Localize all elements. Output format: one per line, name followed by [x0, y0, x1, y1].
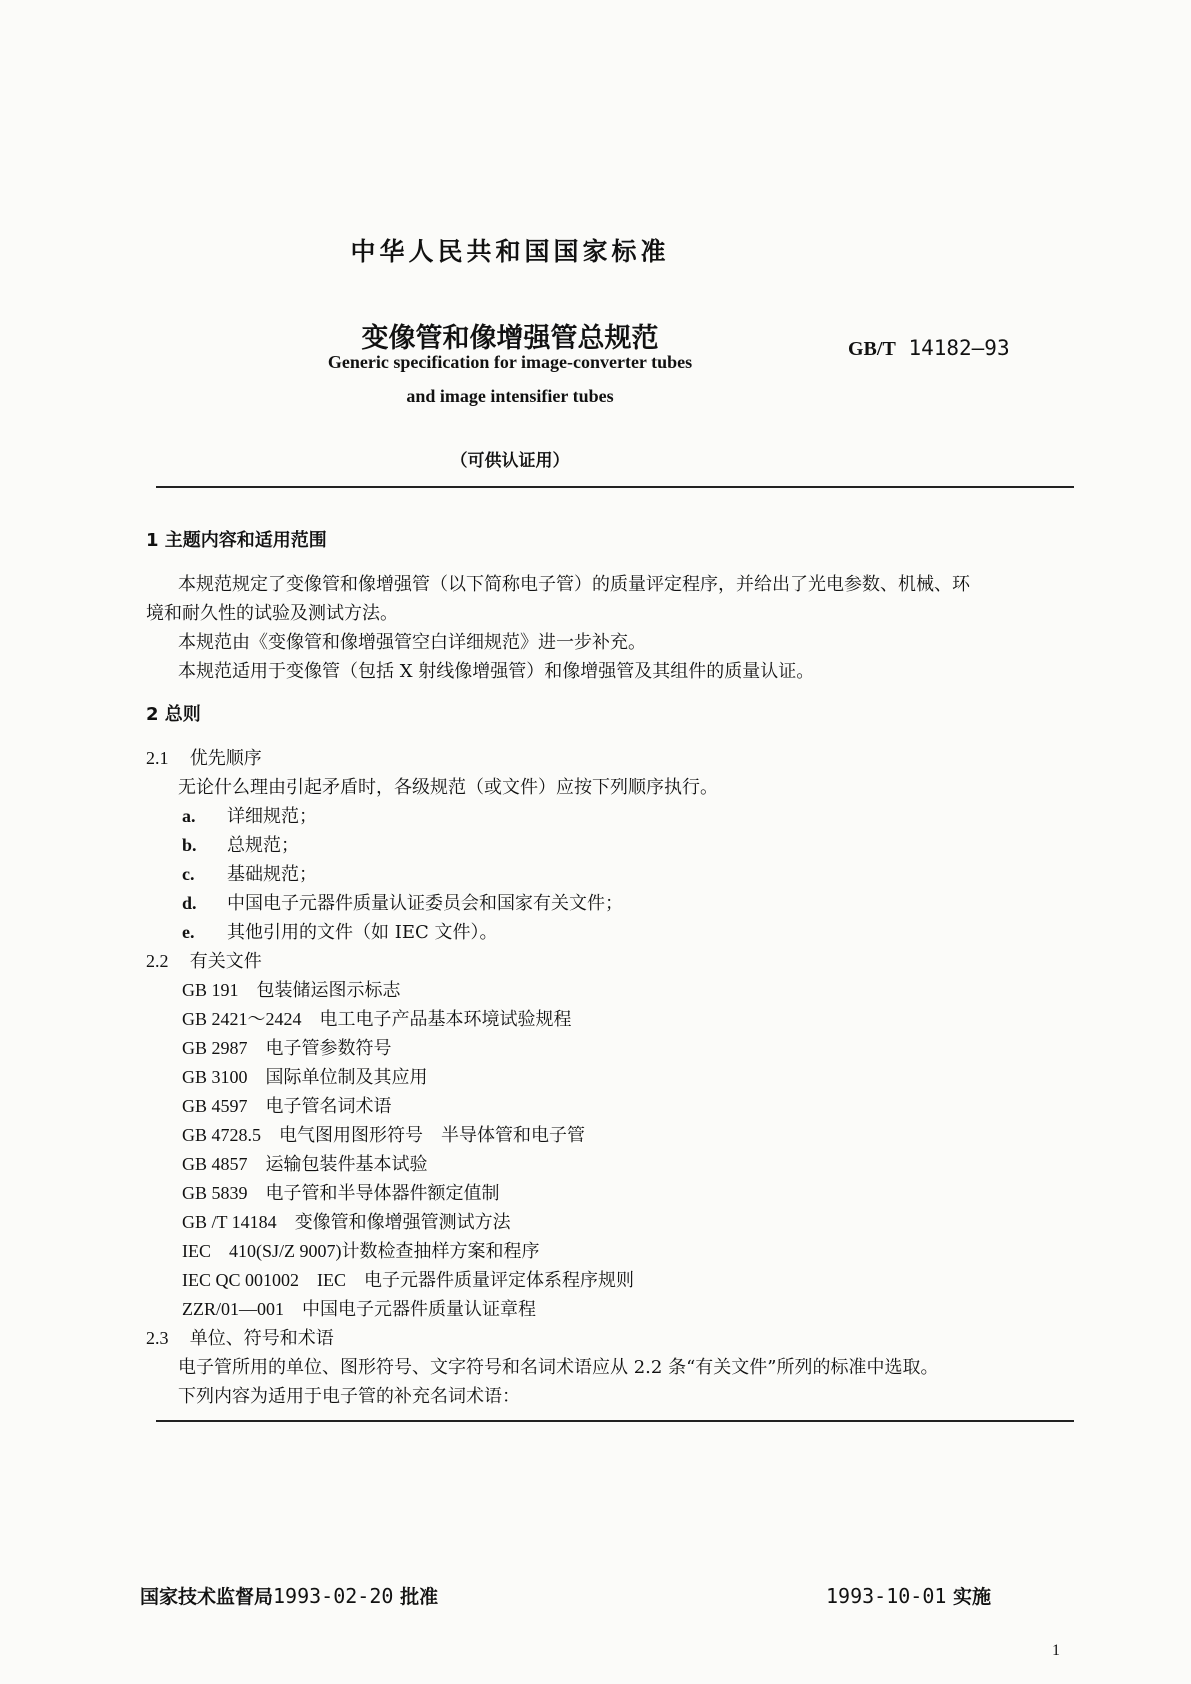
section-2-3-title: 单位、符号和术语: [189, 1328, 334, 1349]
reference-item: [182, 1237, 540, 1263]
approval-date: 1993-02-20: [273, 1584, 394, 1608]
list-item: [182, 889, 623, 915]
standard-number-prefix: GB/T: [848, 338, 896, 360]
list-item: [182, 802, 317, 828]
reference-code: GB /T 14184: [182, 1212, 277, 1232]
reference-item: [182, 1266, 634, 1292]
effective-date: 1993-10-01: [826, 1584, 947, 1608]
list-item-label: e.: [182, 922, 195, 942]
section-1-para-3: 本规范适用于变像管（包括 X 射线像增强管）和像增强管及其组件的质量认证。: [178, 661, 815, 682]
reference-name: 电子管名词术语: [265, 1096, 392, 1117]
standard-number-value: 14182—93: [908, 336, 1010, 360]
section-1-para-1-line-2: 境和耐久性的试验及测试方法。: [146, 603, 398, 624]
list-item-text: 详细规范；: [227, 806, 317, 827]
reference-code: GB 4597: [182, 1096, 248, 1116]
reference-name: 计数检查抽样方案和程序: [341, 1241, 540, 1262]
certification-note: （可供认证用）: [450, 451, 570, 471]
english-title-line-2: and image intensifier tubes: [406, 386, 614, 406]
list-item: [182, 918, 497, 944]
reference-item: [182, 1005, 572, 1031]
reference-code: GB 4857: [182, 1154, 248, 1174]
reference-item: [182, 1034, 392, 1060]
reference-name: 电子元器件质量评定体系程序规则: [364, 1270, 634, 1291]
section-2-3-heading: [146, 1324, 334, 1350]
reference-code: GB 191: [182, 980, 239, 1000]
approval-line: [140, 1582, 438, 1609]
reference-code: GB 3100: [182, 1067, 248, 1087]
list-item-label: b.: [182, 835, 197, 855]
section-2-heading: 2 总则: [146, 704, 201, 725]
reference-item: [182, 1121, 585, 1147]
document-title: 变像管和像增强管总规范: [361, 323, 659, 354]
reference-name: 中国电子元器件质量认证章程: [302, 1299, 536, 1320]
reference-code: IEC 410(SJ/Z 9007): [182, 1241, 342, 1261]
list-item-label: c.: [182, 864, 195, 884]
reference-name: 电子管和半导体器件额定值制: [265, 1183, 500, 1204]
list-item-label: d.: [182, 893, 197, 913]
section-1-para-1-line-1: 本规范规定了变像管和像增强管（以下简称电子管）的质量评定程序，并给出了光电参数、机械、环: [178, 574, 970, 595]
reference-name: 国际单位制及其应用: [265, 1067, 428, 1088]
reference-name: 电工电子产品基本环境试验规程: [319, 1009, 572, 1030]
list-item-text: 中国电子元器件质量认证委员会和国家有关文件；: [227, 893, 623, 914]
effective-word: 实施: [953, 1586, 992, 1608]
list-item: [182, 831, 299, 857]
section-1-heading: 1 主题内容和适用范围: [146, 530, 327, 551]
reference-name: 运输包装件基本试验: [265, 1154, 428, 1175]
approval-org: 国家技术监督局: [140, 1586, 274, 1608]
approval-word: 批准: [400, 1586, 439, 1608]
english-title-line-1: Generic specification for image-converter tubes: [327, 352, 693, 372]
section-2-1-heading: [146, 744, 262, 770]
list-item-text: 基础规范；: [227, 864, 317, 885]
section-2-3-para-2: 下列内容为适用于电子管的补充名词术语：: [178, 1386, 520, 1407]
reference-code: GB 4728.5: [182, 1125, 262, 1145]
footer-divider: [156, 1420, 1074, 1422]
list-item-text: 总规范；: [227, 835, 299, 856]
section-2-1-number: 2.1: [146, 748, 169, 768]
reference-item: [182, 976, 401, 1002]
section-2-2-heading: [146, 947, 262, 973]
effective-line: [826, 1582, 991, 1609]
list-item-label: a.: [182, 806, 196, 826]
reference-name: 变像管和像增强管测试方法: [294, 1212, 511, 1233]
section-2-3-number: 2.3: [146, 1328, 169, 1348]
list-item: [182, 860, 317, 886]
reference-code: GB 2421～2424: [182, 1009, 302, 1029]
reference-item: [182, 1092, 392, 1118]
reference-item: [182, 1208, 511, 1234]
header-divider: [156, 486, 1074, 488]
reference-code: GB 5839: [182, 1183, 248, 1203]
section-2-3-para-1: 电子管所用的单位、图形符号、文字符号和名词术语应从 2.2 条“有关文件”所列的标准中选取。: [178, 1357, 939, 1378]
reference-name: 电气图用图形符号 半导体管和电子管: [279, 1125, 586, 1146]
reference-name: 包装储运图示标志: [256, 980, 401, 1001]
reference-item: [182, 1295, 536, 1321]
page-number: 1: [1052, 1642, 1060, 1659]
section-2-1-intro: 无论什么理由引起矛盾时，各级规范（或文件）应按下列顺序执行。: [178, 777, 718, 798]
reference-item: [182, 1063, 428, 1089]
list-item-text: 其他引用的文件（如 IEC 文件）。: [227, 922, 498, 943]
section-1-para-2: 本规范由《变像管和像增强管空白详细规范》进一步补充。: [178, 632, 646, 653]
reference-name: 电子管参数符号: [265, 1038, 392, 1059]
section-2-2-number: 2.2: [146, 951, 169, 971]
reference-code: IEC QC 001002 IEC: [182, 1270, 346, 1290]
section-2-2-title: 有关文件: [189, 951, 262, 972]
standard-type-heading: 中华人民共和国国家标准: [350, 237, 670, 266]
reference-item: [182, 1179, 500, 1205]
reference-code: GB 2987: [182, 1038, 248, 1058]
section-2-1-title: 优先顺序: [189, 748, 262, 769]
reference-item: [182, 1150, 428, 1176]
reference-code: ZZR/01—001: [182, 1299, 284, 1319]
